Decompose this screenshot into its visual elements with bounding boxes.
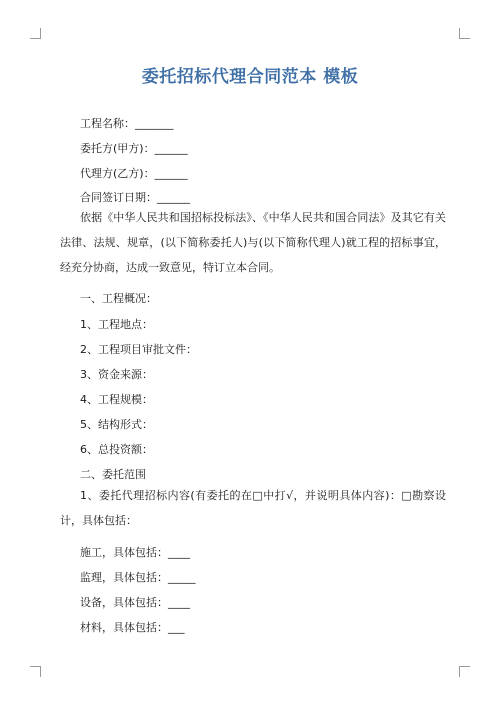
section-1-item-scale: 4、工程规模： xyxy=(80,393,153,406)
sub-item-materials: 材料，具体包括：___ xyxy=(80,621,185,634)
field-client: 委托方(甲方)：______ xyxy=(80,142,188,155)
section-2-item-1: 1、委托代理招标内容(有委托的在□中打√，并说明具体内容)：□勘察设计，具体包括： xyxy=(60,489,446,527)
field-agent: 代理方(乙方)：______ xyxy=(80,167,188,180)
section-1-item-approval: 2、工程项目审批文件： xyxy=(80,343,197,356)
crop-mark-top-left xyxy=(30,28,41,39)
section-1-item-investment: 6、总投资额： xyxy=(80,443,153,456)
sub-item-construction: 施工，具体包括：____ xyxy=(80,546,190,559)
section-2-heading: 二、委托范围 xyxy=(80,468,146,481)
section-1-heading: 一、工程概况： xyxy=(80,292,157,305)
section-1-item-structure: 5、结构形式： xyxy=(80,418,153,431)
field-sign-date: 合同签订日期：______ xyxy=(80,191,190,204)
sub-item-equipment: 设备，具体包括：____ xyxy=(80,596,190,609)
crop-mark-bottom-right xyxy=(459,666,470,677)
intro-paragraph: 依据《中华人民共和国招标投标法》、《中华人民共和国合同法》及其它有关法律、法规、规章，(以下简称委托人)与(以下简称代理人)就工程的招标事宜，经充分协商，达成一致意见，特订立本合同。 xyxy=(60,211,446,274)
section-1-item-funding: 3、资金来源： xyxy=(80,368,153,381)
crop-mark-top-right xyxy=(459,28,470,39)
section-1-item-location: 1、工程地点： xyxy=(80,318,153,331)
sub-item-supervision: 监理，具体包括：_____ xyxy=(80,571,196,584)
field-project-name: 工程名称：_______ xyxy=(80,117,174,130)
crop-mark-bottom-left xyxy=(30,666,41,677)
document-title: 委托招标代理合同范本 模板 xyxy=(141,67,359,87)
